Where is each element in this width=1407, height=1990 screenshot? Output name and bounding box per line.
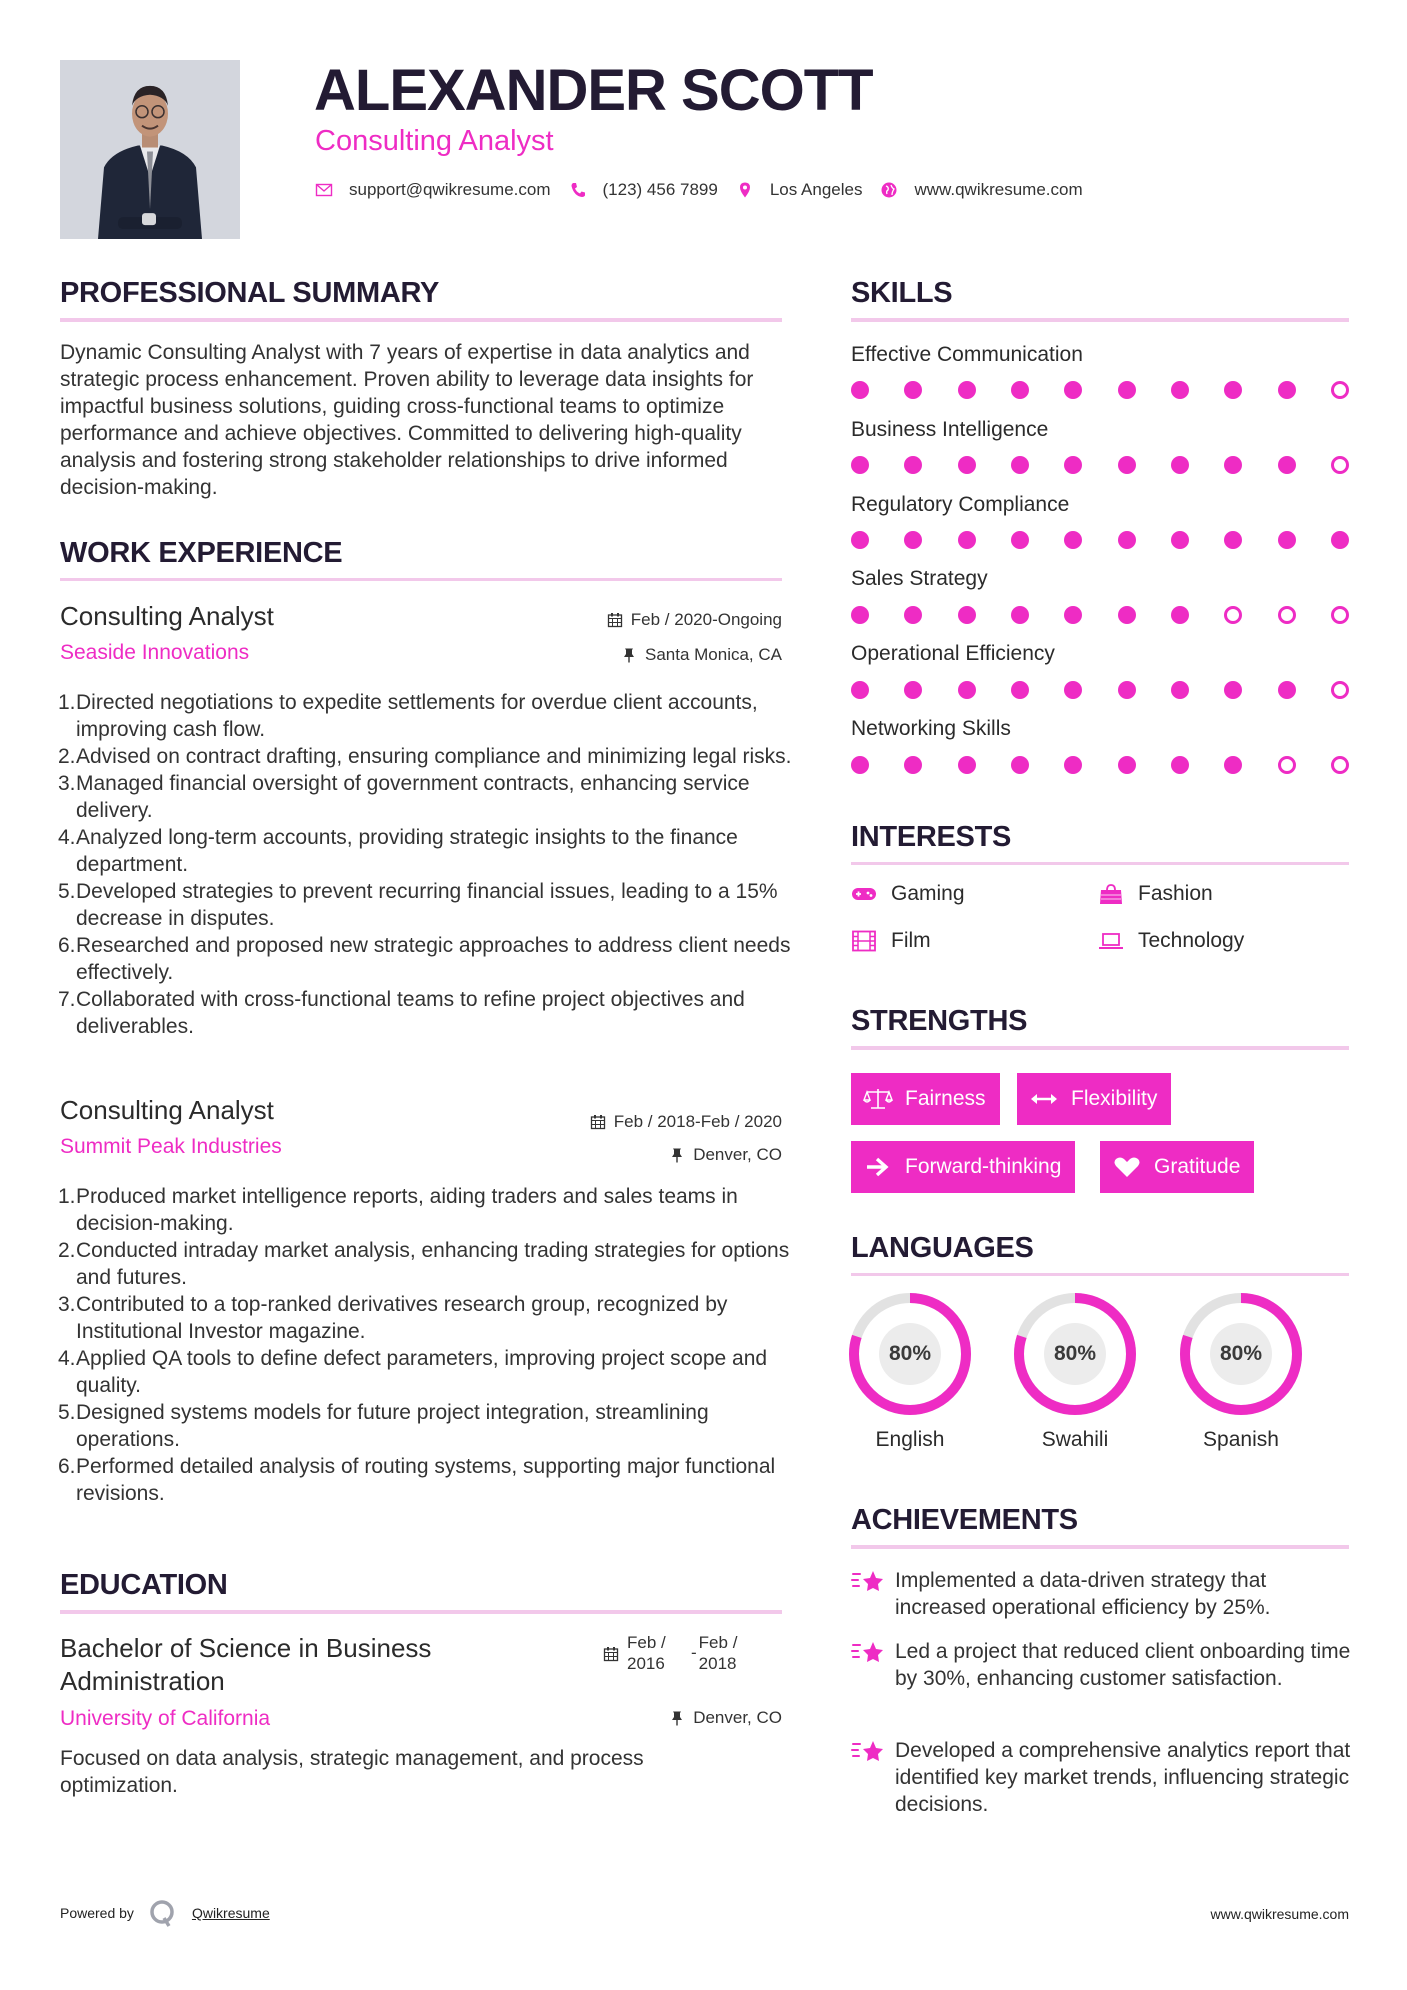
skill-dot-filled: [904, 381, 922, 399]
list-item: 1. Produced market intelligence reports, aiding traders and sales teams in decision-making.: [58, 1185, 738, 1235]
contact-bar: [315, 178, 1101, 202]
profile-photo: [60, 60, 240, 239]
summary-text: Dynamic Consulting Analyst with 7 years of expertise in data analytics and strategic process enhancement. Proven ability to leverage data insights for impactful business solutions, guiding cross-functional teams to optimize performance and achieve objectives. Committed to delivering high-quality analysis and fostering strong stakeholder relationships to drive informed decision-making.: [60, 341, 754, 499]
language-percent: 80%: [1219, 1342, 1263, 1365]
job-dates: Feb / 2018-Feb / 2020: [590, 1111, 782, 1133]
skill-dot-filled: [1011, 681, 1029, 699]
section-divider: [851, 862, 1349, 865]
skill-dot-empty: [1331, 381, 1349, 399]
skill-dot-filled: [1278, 381, 1296, 399]
skill-dot-filled: [851, 456, 869, 474]
strength-tag: Forward-thinking: [851, 1141, 1075, 1193]
list-item: 5. Designed systems models for future project integration, streamlining operations.: [58, 1401, 709, 1451]
skill-dot-filled: [1118, 531, 1136, 549]
shooting-star-icon: [851, 1639, 885, 1667]
skill-dot-filled: [1224, 531, 1242, 549]
skill-dot-filled: [1064, 756, 1082, 774]
language-item: [848, 1292, 972, 1452]
skill-dot-filled: [1118, 681, 1136, 699]
strength-tag: Fairness: [851, 1073, 1000, 1125]
list-item: 3. Contributed to a top-ranked derivatives research group, recognized by Institutional Investor magazine.: [58, 1293, 728, 1343]
skill-dot-filled: [1171, 531, 1189, 549]
job-location: Santa Monica, CA: [621, 644, 782, 666]
skill-dot-filled: [851, 606, 869, 624]
achievement-item: Implemented a data-driven strategy that increased operational efficiency by 25%.: [851, 1567, 1351, 1621]
skill-dot-filled: [1278, 681, 1296, 699]
interest-item: Gaming: [851, 882, 965, 906]
school-name: University of California: [60, 1707, 271, 1730]
email-text: support@qwikresume.com: [349, 180, 551, 199]
skill-dot-filled: [904, 756, 922, 774]
degree-title: Bachelor of Science in Business Administration: [60, 1633, 432, 1696]
skill-dot-filled: [1224, 456, 1242, 474]
balance-scale-icon: [863, 1087, 893, 1111]
job-dates: Feb / 2020-Ongoing: [607, 609, 782, 631]
skill-dot-filled: [1171, 681, 1189, 699]
skill-dot-empty: [1278, 756, 1296, 774]
job-bullets: [58, 1183, 798, 1507]
thumbtack-icon: [669, 1710, 685, 1726]
skill-dot-filled: [958, 531, 976, 549]
job-title: Consulting Analyst: [60, 1095, 274, 1125]
interest-item: Fashion: [1098, 882, 1213, 906]
skill-dot-filled: [1118, 756, 1136, 774]
job-bullets: [58, 689, 798, 1040]
skill-rating: [851, 381, 1349, 399]
skill-rating: [851, 531, 1349, 549]
date-separator: -: [691, 1643, 697, 1662]
list-item: 2. Advised on contract drafting, ensuring compliance and minimizing legal risks.: [58, 745, 792, 768]
skill-dot-filled: [958, 381, 976, 399]
shooting-star-icon: [851, 1738, 885, 1766]
skill-dot-filled: [1011, 381, 1029, 399]
skill-dot-filled: [1064, 531, 1082, 549]
envelope-icon: [315, 181, 333, 199]
thumbtack-icon: [621, 647, 637, 663]
qwikresume-logo-icon: [148, 1898, 178, 1928]
qwikresume-link[interactable]: Qwikresume: [191, 1905, 270, 1921]
section-title-languages: LANGUAGES: [851, 1232, 1034, 1264]
candidate-name: ALEXANDER SCOTT: [314, 58, 873, 123]
list-item: 4. Applied QA tools to define defect parameters, improving project scope and quality.: [58, 1347, 768, 1397]
education-end: Feb / 2018: [698, 1633, 738, 1673]
skill-dot-filled: [1171, 606, 1189, 624]
skill-dot-filled: [851, 531, 869, 549]
language-item: [1013, 1292, 1137, 1452]
heart-icon: [1112, 1155, 1142, 1179]
list-item: 5. Developed strategies to prevent recurring financial issues, leading to a 15% decrease in disputes.: [58, 880, 778, 930]
skill-dot-empty: [1331, 456, 1349, 474]
globe-icon: [880, 181, 898, 199]
skill-dot-filled: [904, 606, 922, 624]
skill-dot-empty: [1331, 606, 1349, 624]
powered-by-label: Powered by: [60, 1905, 134, 1921]
section-divider: [851, 318, 1349, 322]
skill-dot-filled: [958, 756, 976, 774]
skill-dot-filled: [1224, 381, 1242, 399]
education-dates: [603, 1632, 749, 1674]
arrow-right-icon: [863, 1155, 893, 1179]
contact-website[interactable]: [880, 180, 1082, 200]
skill-name: Operational Efficiency: [851, 642, 1055, 665]
skill-dot-filled: [851, 756, 869, 774]
section-title-summary: PROFESSIONAL SUMMARY: [60, 277, 440, 309]
skill-dot-filled: [958, 456, 976, 474]
arrows-horizontal-icon: [1029, 1087, 1059, 1111]
skill-name: Sales Strategy: [851, 567, 988, 590]
calendar-icon: [603, 1646, 619, 1662]
company-name: Seaside Innovations: [60, 641, 250, 664]
skill-dot-filled: [851, 381, 869, 399]
shopping-bag-icon: [1098, 883, 1124, 905]
language-progress-ring: [1179, 1292, 1303, 1416]
language-percent: 80%: [1053, 1342, 1097, 1365]
skill-dot-filled: [1011, 456, 1029, 474]
section-divider: [60, 1610, 782, 1614]
skill-dot-filled: [904, 681, 922, 699]
section-title-strengths: STRENGTHS: [851, 1005, 1028, 1037]
skill-dot-filled: [1011, 756, 1029, 774]
skill-dot-filled: [1224, 756, 1242, 774]
film-icon: [851, 930, 877, 952]
calendar-icon: [590, 1114, 606, 1130]
interest-item: Film: [851, 929, 931, 953]
education-location: Denver, CO: [669, 1707, 782, 1729]
section-title-education: EDUCATION: [60, 1569, 228, 1601]
skill-rating: [851, 456, 1349, 474]
skill-dot-empty: [1331, 681, 1349, 699]
map-pin-icon: [736, 181, 754, 199]
footer-branding: [60, 1898, 270, 1928]
section-title-achievements: ACHIEVEMENTS: [851, 1504, 1078, 1536]
candidate-title: Consulting Analyst: [315, 125, 554, 157]
skill-dot-filled: [1118, 606, 1136, 624]
skill-dot-empty: [1224, 606, 1242, 624]
skill-name: Regulatory Compliance: [851, 493, 1070, 516]
skill-name: Networking Skills: [851, 717, 1011, 740]
skill-dot-filled: [1064, 456, 1082, 474]
section-divider: [60, 578, 782, 581]
skill-dot-filled: [1171, 756, 1189, 774]
website-text: www.qwikresume.com: [914, 180, 1083, 199]
strength-tag: Gratitude: [1100, 1141, 1254, 1193]
strength-tag: Flexibility: [1017, 1073, 1171, 1125]
language-progress-ring: [1013, 1292, 1137, 1416]
achievement-item: Led a project that reduced client onboarding time by 30%, enhancing customer satisfaction.: [851, 1638, 1351, 1692]
language-name: Swahili: [1041, 1428, 1109, 1451]
section-divider: [851, 1046, 1349, 1050]
skill-dot-empty: [1331, 756, 1349, 774]
list-item: 7. Collaborated with cross-functional teams to refine project objectives and deliverables.: [58, 988, 745, 1038]
gamepad-icon: [851, 883, 877, 905]
list-item: 3. Managed financial oversight of government contracts, enhancing service delivery.: [58, 772, 750, 822]
language-name: Spanish: [1203, 1428, 1279, 1451]
section-title-skills: SKILLS: [851, 277, 953, 309]
list-item: 4. Analyzed long-term accounts, providing strategic insights to the finance department.: [58, 826, 738, 876]
contact-location: [736, 180, 863, 200]
laptop-icon: [1098, 930, 1124, 952]
calendar-icon: [607, 612, 623, 628]
section-divider: [60, 318, 782, 322]
skill-dot-filled: [1011, 531, 1029, 549]
contact-phone[interactable]: [569, 180, 718, 200]
interest-item: Technology: [1098, 929, 1244, 953]
skill-name: Effective Communication: [851, 343, 1083, 366]
skill-dot-filled: [1278, 531, 1296, 549]
skill-rating: [851, 756, 1349, 774]
skill-dot-filled: [1118, 381, 1136, 399]
skill-dot-empty: [1278, 606, 1296, 624]
shooting-star-icon: [851, 1568, 885, 1596]
skill-dot-filled: [904, 531, 922, 549]
section-title-experience: WORK EXPERIENCE: [60, 537, 343, 569]
company-name: Summit Peak Industries: [60, 1135, 282, 1158]
footer-website[interactable]: www.qwikresume.com: [1210, 1906, 1349, 1922]
location-text: Los Angeles: [769, 180, 863, 199]
language-progress-ring: [848, 1292, 972, 1416]
list-item: 1. Directed negotiations to expedite settlements for overdue client accounts, improving cash flow.: [58, 691, 758, 741]
education-description: Focused on data analysis, strategic management, and process optimization.: [60, 1747, 644, 1797]
education-start: Feb / 2016: [627, 1633, 666, 1673]
phone-icon: [569, 181, 587, 199]
skill-name: Business Intelligence: [851, 418, 1049, 441]
skill-dot-filled: [1064, 681, 1082, 699]
achievement-item: Developed a comprehensive analytics report that identified key market trends, influencing strategic decisions.: [851, 1737, 1351, 1818]
skill-dot-filled: [904, 456, 922, 474]
skill-dot-filled: [1171, 456, 1189, 474]
list-item: 2. Conducted intraday market analysis, enhancing trading strategies for options and futures.: [58, 1239, 790, 1289]
skill-dot-filled: [1064, 381, 1082, 399]
skill-dot-filled: [958, 681, 976, 699]
language-percent: 80%: [888, 1342, 932, 1365]
skill-rating: [851, 681, 1349, 699]
job-title: Consulting Analyst: [60, 601, 274, 631]
section-title-interests: INTERESTS: [851, 821, 1012, 853]
phone-text: (123) 456 7899: [602, 180, 718, 199]
skill-dot-filled: [1171, 381, 1189, 399]
section-divider: [851, 1545, 1349, 1549]
language-name: English: [875, 1428, 945, 1451]
skill-dot-filled: [1118, 456, 1136, 474]
skill-dot-filled: [1331, 531, 1349, 549]
skill-dot-filled: [1064, 606, 1082, 624]
job-location: Denver, CO: [669, 1144, 782, 1166]
list-item: 6. Performed detailed analysis of routing systems, supporting major functional revisions.: [58, 1455, 776, 1505]
skill-rating: [851, 606, 1349, 624]
skill-dot-filled: [1224, 681, 1242, 699]
skill-dot-filled: [851, 681, 869, 699]
skill-dot-filled: [958, 606, 976, 624]
skill-dot-filled: [1278, 456, 1296, 474]
skill-dot-filled: [1011, 606, 1029, 624]
list-item: 6. Researched and proposed new strategic approaches to address client needs effectively.: [58, 934, 791, 984]
contact-email[interactable]: [315, 180, 551, 200]
language-item: [1179, 1292, 1303, 1452]
thumbtack-icon: [669, 1147, 685, 1163]
section-divider: [851, 1273, 1349, 1276]
